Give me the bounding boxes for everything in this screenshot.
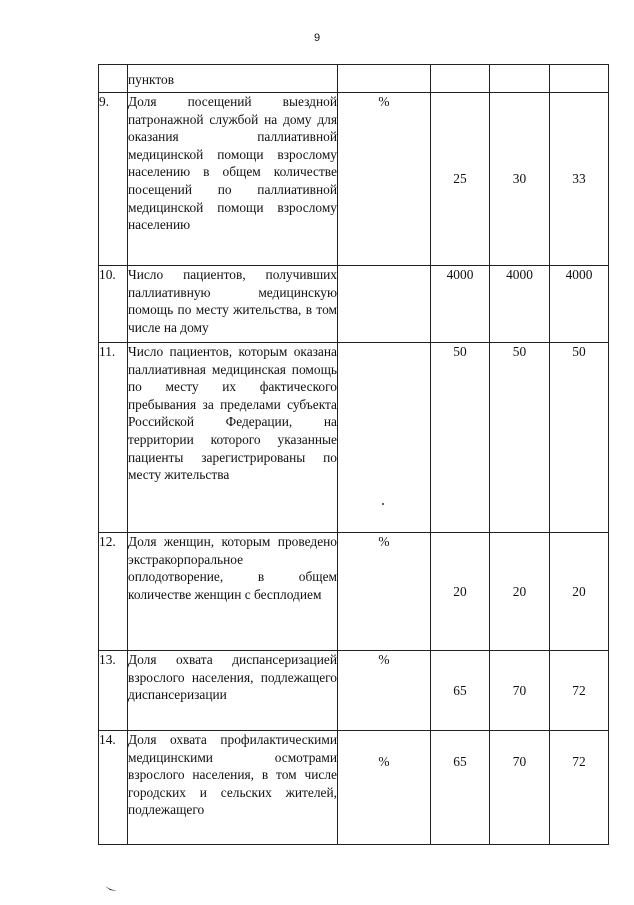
row-number: 14. (99, 731, 128, 845)
row-value-2: 30 (490, 93, 550, 266)
table-row (99, 343, 609, 533)
row-value-2: 70 (490, 731, 550, 845)
row-value-3: 4000 (550, 266, 609, 343)
table-row (99, 266, 609, 343)
row-value-2 (490, 65, 550, 93)
row-unit (338, 65, 431, 93)
row-value-1: 4000 (431, 266, 490, 343)
row-value-2: 70 (490, 651, 550, 731)
table-row (99, 93, 609, 266)
row-value-3: 33 (550, 93, 609, 266)
indicators-table (98, 64, 609, 845)
row-value-1: 50 (431, 343, 490, 533)
row-unit: % (338, 533, 431, 651)
row-number: 9. (99, 93, 128, 266)
row-value-3: 20 (550, 533, 609, 651)
row-value-3: 72 (550, 731, 609, 845)
row-unit (338, 266, 431, 343)
row-description: Доля охвата профилактическими медицинскими осмотрами взрослого населения, в том числе городских и сельских жителей, подлежащего (128, 731, 338, 845)
row-number: 13. (99, 651, 128, 731)
scan-speck (382, 503, 384, 505)
row-number: 11. (99, 343, 128, 533)
row-number: 10. (99, 266, 128, 343)
row-value-1: 25 (431, 93, 490, 266)
row-value-3: 50 (550, 343, 609, 533)
scan-mark-icon (104, 884, 118, 893)
row-value-2: 4000 (490, 266, 550, 343)
row-value-2: 20 (490, 533, 550, 651)
row-unit (338, 343, 431, 533)
row-description: пунктов (128, 65, 338, 93)
row-value-1: 65 (431, 651, 490, 731)
table-row (99, 65, 609, 93)
row-unit: % (338, 651, 431, 731)
row-value-3 (550, 65, 609, 93)
row-value-2: 50 (490, 343, 550, 533)
page-number: 9 (313, 32, 321, 44)
row-description: Доля посещений выездной патронажной службой на дому для оказания паллиативной медицинской помощи взрослому населению в общем количестве посещений по паллиативной медицинской помощи взрослому населению (128, 93, 338, 266)
row-number: 12. (99, 533, 128, 651)
row-description: Число пациентов, получивших паллиативную медицинскую помощь по месту жительства, в том числе на дому (128, 266, 338, 343)
row-value-1 (431, 65, 490, 93)
table-row (99, 731, 609, 845)
row-value-1: 65 (431, 731, 490, 845)
row-description: Доля женщин, которым проведено экстракорпоральное оплодотворение, в общем количестве женщин с бесплодием (128, 533, 338, 651)
table-row (99, 651, 609, 731)
row-description: Доля охвата диспансеризацией взрослого населения, подлежащего диспансеризации (128, 651, 338, 731)
row-unit: % (338, 93, 431, 266)
row-unit: % (338, 731, 431, 845)
row-number (99, 65, 128, 93)
row-value-1: 20 (431, 533, 490, 651)
table-row (99, 533, 609, 651)
row-description: Число пациентов, которым оказана паллиативная медицинская помощь по месту их фактического пребывания за пределами субъекта Российской Федерации, на территории которого указанные пациенты зарегистрированы по месту жительства (128, 343, 338, 533)
row-value-3: 72 (550, 651, 609, 731)
